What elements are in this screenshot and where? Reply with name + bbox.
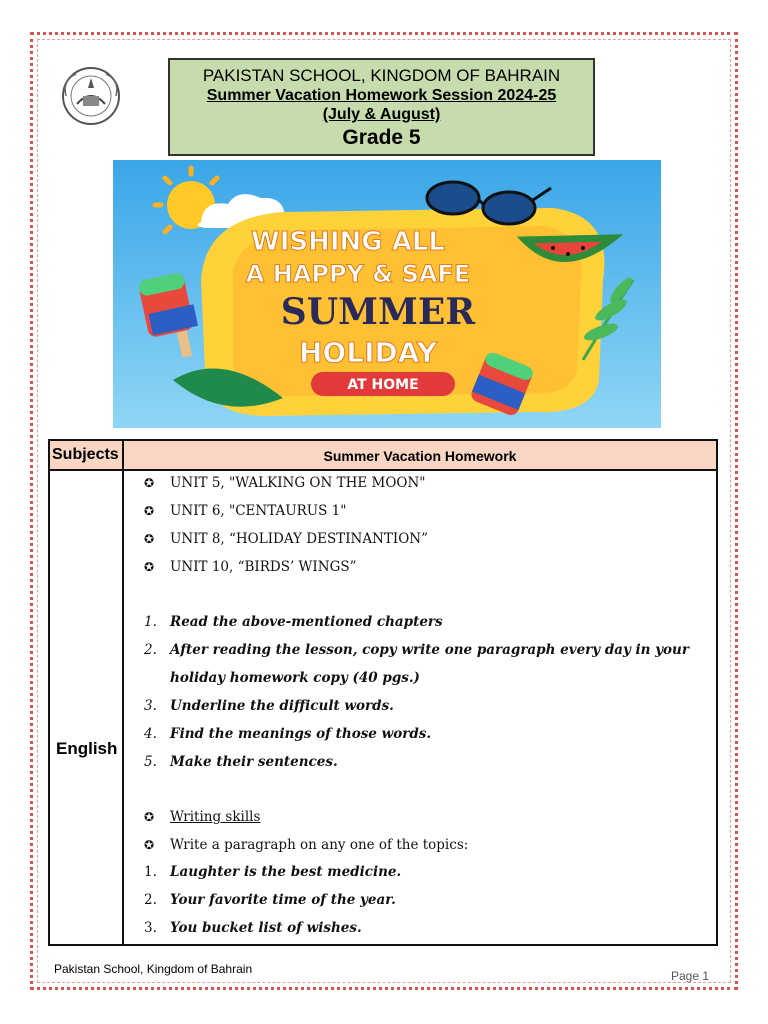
list-item: holiday homework copy (40 pgs.) <box>170 670 420 686</box>
star-bullet-icon: ✪ <box>144 838 155 852</box>
header-title-box <box>168 58 595 156</box>
banner-line3: SUMMER <box>280 291 476 333</box>
list-item: 5. Make their sentences. <box>144 754 338 770</box>
list-item: ✪ Write a paragraph on any one of the topics: <box>144 837 469 853</box>
table-header <box>50 441 716 471</box>
summer-holiday-banner <box>113 160 661 428</box>
banner-line2: A HAPPY & SAFE <box>245 260 471 288</box>
star-bullet-icon: ✪ <box>144 810 155 824</box>
footer-school: Pakistan School, Kingdom of Bahrain <box>54 962 253 976</box>
banner-line5: AT HOME <box>347 377 419 393</box>
star-bullet-icon: ✪ <box>144 532 155 546</box>
star-bullet-icon: ✪ <box>144 504 155 518</box>
school-logo-icon <box>52 66 130 126</box>
list-item: 1. Read the above-mentioned chapters <box>144 614 443 630</box>
banner-line4: HOLIDAY <box>298 336 438 369</box>
header-homework: Summer Vacation Homework <box>323 448 517 464</box>
list-item: 3. Underline the difficult words. <box>144 698 394 714</box>
list-item: 1. Laughter is the best medicine. <box>144 864 402 880</box>
list-item: 2. Your favorite time of the year. <box>144 892 396 908</box>
banner-line1: WISHING ALL <box>251 227 445 257</box>
grade-label: Grade 5 <box>342 126 421 149</box>
writing-skills-heading: Writing skills <box>170 809 261 825</box>
session-title: Summer Vacation Homework Session 2024-25 <box>206 87 557 104</box>
list-item: 2. After reading the lesson, copy write one paragraph every day in your <box>144 642 689 658</box>
page-number: Page 1 <box>671 969 710 983</box>
months-label: (July & August) <box>322 106 441 123</box>
header-subjects: Subjects <box>50 441 124 469</box>
list-item: 4. Find the meanings of those words. <box>144 726 432 742</box>
list-item: ✪ UNIT 5, "WALKING ON THE MOON" <box>144 475 426 491</box>
list-item: ✪ UNIT 6, "CENTAURUS 1" <box>144 503 347 519</box>
list-item: ✪ UNIT 8, “HOLIDAY DESTINANTION” <box>144 531 429 547</box>
school-name: PAKISTAN SCHOOL, KINGDOM OF BAHRAIN <box>202 66 561 85</box>
list-item <box>144 809 260 825</box>
homework-table <box>48 439 718 946</box>
subject-cell <box>50 471 124 944</box>
subject-english: English <box>56 739 118 758</box>
star-bullet-icon: ✪ <box>144 560 155 574</box>
list-item: ✪ UNIT 10, “BIRDS’ WINGS” <box>144 559 357 575</box>
star-bullet-icon: ✪ <box>144 476 155 490</box>
list-item: 3. You bucket list of wishes. <box>144 920 362 936</box>
